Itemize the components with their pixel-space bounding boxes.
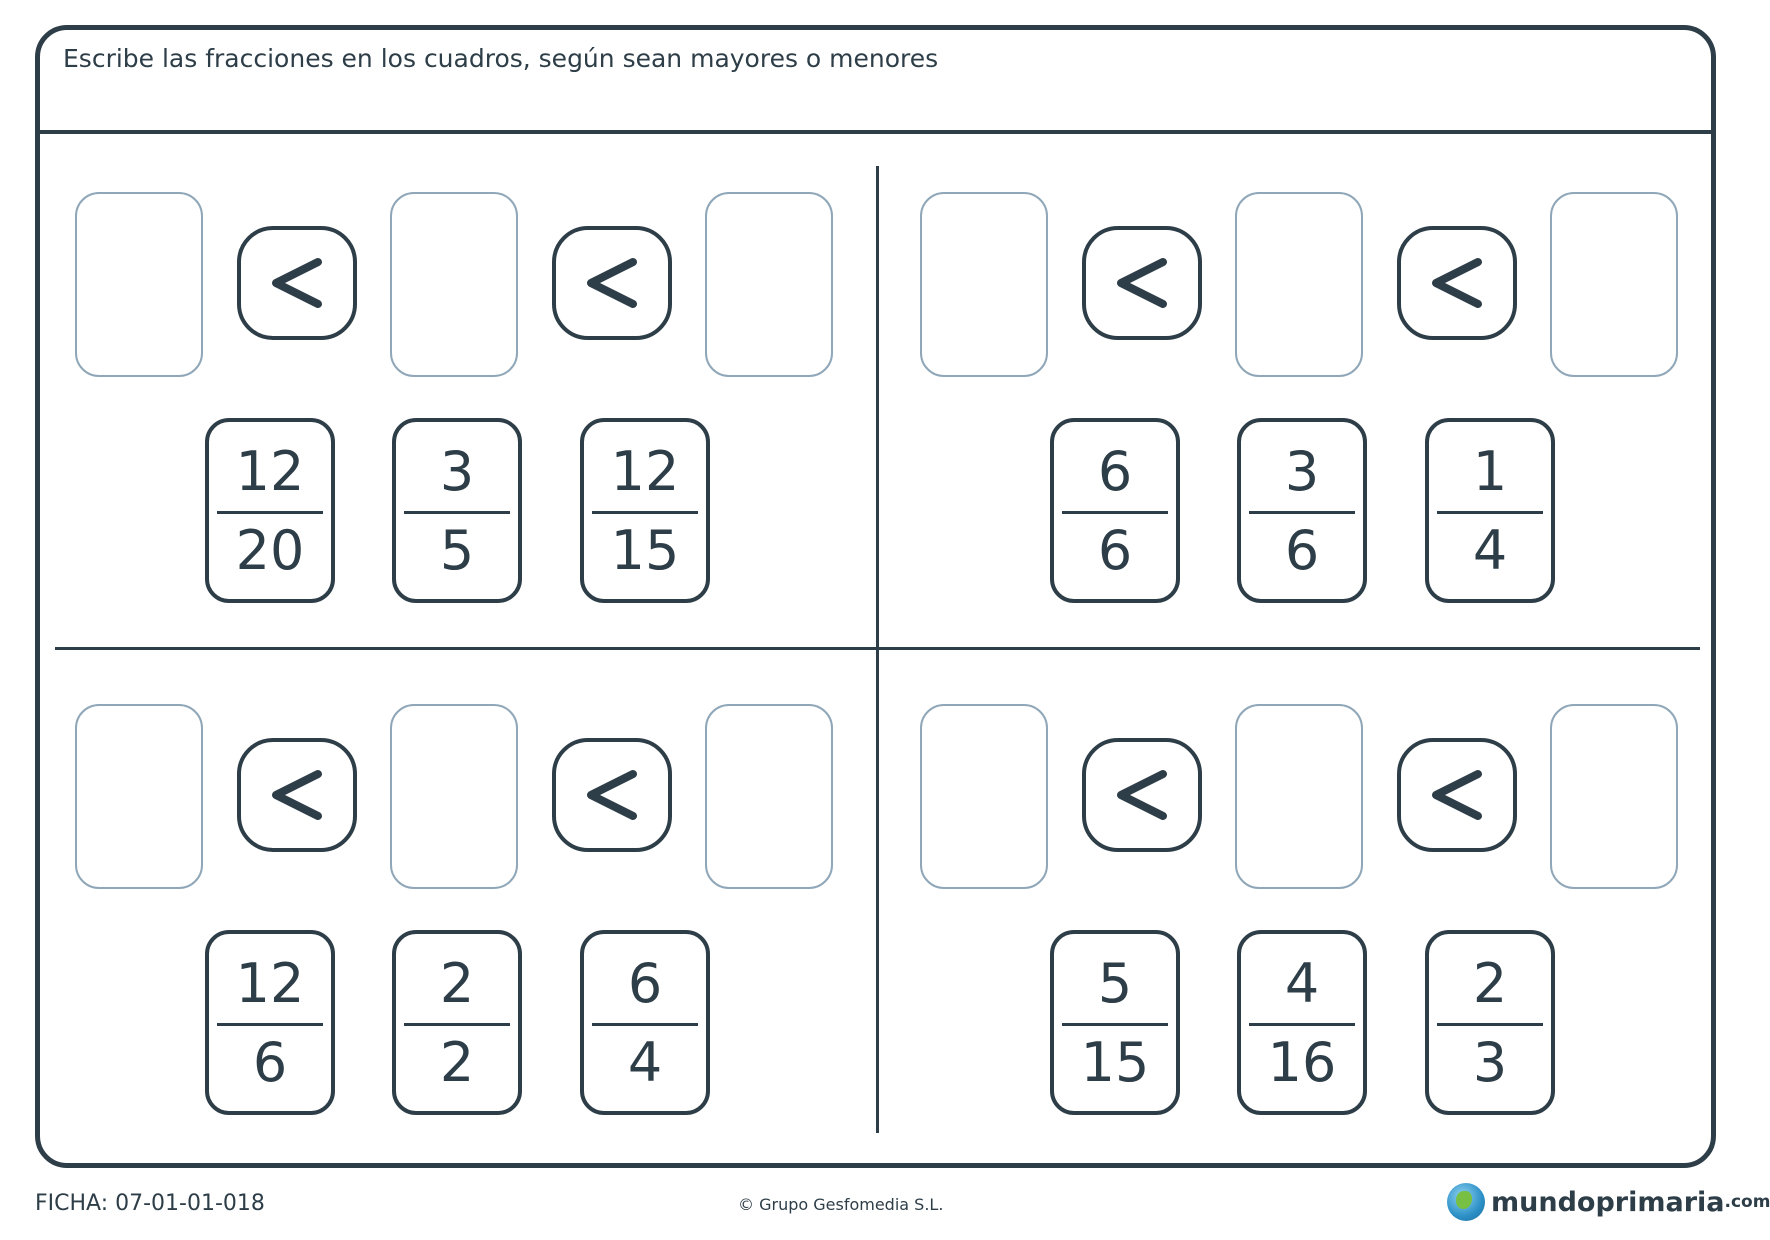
less-than-sign <box>552 738 672 852</box>
exercise-2 <box>920 168 1760 648</box>
fraction-card[interactable] <box>392 418 522 603</box>
fraction-denominator: 3 <box>1472 1031 1508 1094</box>
fraction-card[interactable] <box>1425 930 1555 1115</box>
ficha-code: FICHA: 07-01-01-018 <box>35 1191 265 1216</box>
fraction-card[interactable] <box>1050 930 1180 1115</box>
less-than-icon <box>1111 252 1173 314</box>
fraction-denominator: 6 <box>1284 519 1320 582</box>
fraction-bar <box>404 1023 510 1026</box>
brand-name: mundoprimaria <box>1491 1186 1725 1218</box>
fraction-card[interactable] <box>580 930 710 1115</box>
fraction-numerator: 3 <box>439 440 475 503</box>
fraction-denominator: 6 <box>252 1031 288 1094</box>
less-than-icon <box>266 764 328 826</box>
fraction-card[interactable] <box>1237 930 1367 1115</box>
less-than-icon <box>1426 764 1488 826</box>
instructions-text: Escribe las fracciones en los cuadros, según sean mayores o menores <box>63 44 939 73</box>
copyright-text: © Grupo Gesfomedia S.L. <box>738 1195 944 1214</box>
less-than-sign <box>1397 226 1517 340</box>
fraction-bar <box>1249 511 1355 514</box>
fraction-bar <box>1437 511 1543 514</box>
fraction-numerator: 12 <box>235 440 305 503</box>
fraction-numerator: 5 <box>1097 952 1133 1015</box>
answer-box[interactable] <box>705 704 833 889</box>
fraction-denominator: 20 <box>235 519 305 582</box>
answer-box[interactable] <box>75 192 203 377</box>
exercise-3 <box>75 680 915 1160</box>
fraction-card[interactable] <box>580 418 710 603</box>
fraction-card[interactable] <box>205 930 335 1115</box>
fraction-denominator: 4 <box>1472 519 1508 582</box>
fraction-bar <box>592 511 698 514</box>
answer-box[interactable] <box>920 704 1048 889</box>
fraction-denominator: 15 <box>1080 1031 1150 1094</box>
less-than-sign <box>237 738 357 852</box>
answer-box[interactable] <box>390 192 518 377</box>
fraction-denominator: 5 <box>439 519 475 582</box>
answer-box[interactable] <box>705 192 833 377</box>
fraction-card[interactable] <box>1425 418 1555 603</box>
fraction-denominator: 4 <box>627 1031 663 1094</box>
fraction-bar <box>404 511 510 514</box>
fraction-card[interactable] <box>1050 418 1180 603</box>
fraction-card[interactable] <box>1237 418 1367 603</box>
less-than-icon <box>581 764 643 826</box>
fraction-bar <box>592 1023 698 1026</box>
fraction-numerator: 1 <box>1472 440 1508 503</box>
less-than-sign <box>1082 738 1202 852</box>
fraction-card[interactable] <box>392 930 522 1115</box>
fraction-bar <box>217 511 323 514</box>
less-than-icon <box>1111 764 1173 826</box>
fraction-bar <box>1062 511 1168 514</box>
answer-box[interactable] <box>1235 704 1363 889</box>
exercise-1 <box>75 168 915 648</box>
answer-box[interactable] <box>390 704 518 889</box>
answer-box[interactable] <box>1550 704 1678 889</box>
fraction-denominator: 16 <box>1267 1031 1337 1094</box>
fraction-denominator: 6 <box>1097 519 1133 582</box>
fraction-numerator: 2 <box>439 952 475 1015</box>
fraction-numerator: 6 <box>627 952 663 1015</box>
fraction-numerator: 2 <box>1472 952 1508 1015</box>
less-than-sign <box>1397 738 1517 852</box>
answer-box[interactable] <box>1235 192 1363 377</box>
globe-icon <box>1447 1183 1485 1221</box>
header-divider <box>35 130 1716 134</box>
answer-box[interactable] <box>1550 192 1678 377</box>
less-than-sign <box>552 226 672 340</box>
fraction-numerator: 12 <box>610 440 680 503</box>
fraction-denominator: 2 <box>439 1031 475 1094</box>
fraction-numerator: 3 <box>1284 440 1320 503</box>
fraction-numerator: 12 <box>235 952 305 1015</box>
fraction-numerator: 6 <box>1097 440 1133 503</box>
answer-box[interactable] <box>75 704 203 889</box>
fraction-bar <box>217 1023 323 1026</box>
fraction-card[interactable] <box>205 418 335 603</box>
less-than-icon <box>581 252 643 314</box>
exercise-4 <box>920 680 1760 1160</box>
less-than-sign <box>237 226 357 340</box>
fraction-bar <box>1437 1023 1543 1026</box>
answer-box[interactable] <box>920 192 1048 377</box>
fraction-bar <box>1062 1023 1168 1026</box>
fraction-bar <box>1249 1023 1355 1026</box>
less-than-icon <box>1426 252 1488 314</box>
brand-logo[interactable] <box>1447 1183 1770 1221</box>
fraction-denominator: 15 <box>610 519 680 582</box>
fraction-numerator: 4 <box>1284 952 1320 1015</box>
less-than-sign <box>1082 226 1202 340</box>
brand-tld: .com <box>1724 1192 1770 1212</box>
less-than-icon <box>266 252 328 314</box>
